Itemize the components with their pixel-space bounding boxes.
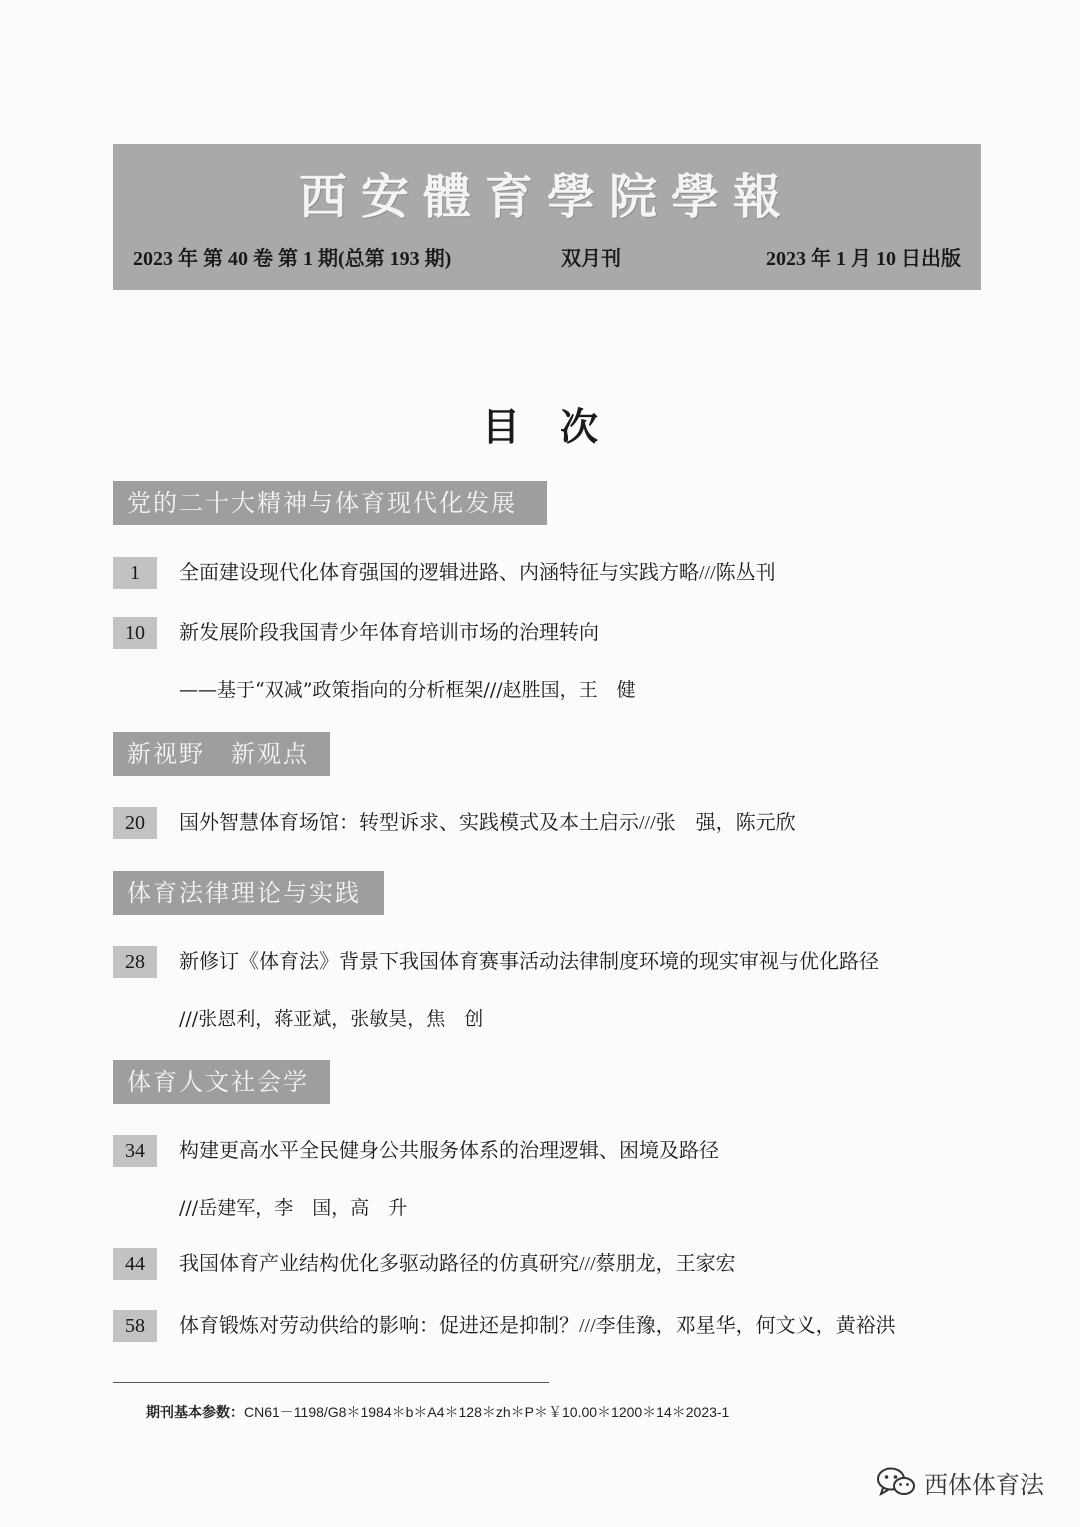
wechat-watermark [876,1462,1044,1502]
section-heading-4: 体育人文社会学 [113,1060,330,1104]
section-heading-1: 党的二十大精神与体育现代化发展 [113,481,547,525]
issue-info-bar [133,242,961,272]
article-authors: ///张恩利，蒋亚斌，张敏昊，焦 创 [179,1008,484,1030]
issue-info: 2023 年 第 40 卷 第 1 期(总第 193 期) [133,248,452,270]
page-number: 44 [113,1248,157,1280]
parameters-value: CN61－1198/G8＊1984＊b＊A4＊128＊zh＊P＊￥10.00＊1200＊14＊2023-1 [244,1404,730,1420]
parameters-label: 期刊基本参数： [146,1404,244,1420]
page-number: 34 [113,1135,157,1167]
section-heading-3: 体育法律理论与实践 [113,871,384,915]
article-authors: ///岳建军，李 国，高 升 [179,1197,408,1219]
article-title[interactable]: 构建更高水平全民健身公共服务体系的治理逻辑、困境及路径 [179,1140,719,1162]
article-title[interactable]: 新修订《体育法》背景下我国体育赛事活动法律制度环境的现实审视与优化路径 [179,951,879,973]
article-title[interactable]: 体育锻炼对劳动供给的影响：促进还是抑制？///李佳豫，邓星华，何文义，黄裕洪 [179,1315,896,1337]
page-number: 58 [113,1310,157,1342]
page-number: 1 [113,557,157,589]
article-title[interactable]: 国外智慧体育场馆：转型诉求、实践模式及本土启示///张 强，陈元欣 [179,812,796,834]
journal-parameters [146,1402,729,1422]
article-subtitle-authors: ——基于“双减”政策指向的分析框架///赵胜国，王 健 [179,679,636,701]
section-heading-2: 新视野 新观点 [113,732,330,776]
article-title[interactable]: 我国体育产业结构优化多驱动路径的仿真研究///蔡朋龙，王家宏 [179,1253,736,1275]
page-number: 20 [113,807,157,839]
page-number: 28 [113,946,157,978]
article-title[interactable]: 全面建设现代化体育强国的逻辑进路、内涵特征与实践方略///陈丛刊 [179,562,776,584]
publish-date: 2023 年 1 月 10 日出版 [766,248,961,270]
masthead [113,144,981,290]
toc-title: 目次 [481,405,638,449]
footer-divider [113,1382,549,1383]
watermark-text: 西体体育法 [924,1470,1044,1499]
page-number: 10 [113,617,157,649]
wechat-icon [876,1466,916,1498]
article-title[interactable]: 新发展阶段我国青少年体育培训市场的治理转向 [179,622,599,644]
journal-title-logo: 西安體育學院學報 [298,169,795,225]
frequency: 双月刊 [561,248,621,270]
